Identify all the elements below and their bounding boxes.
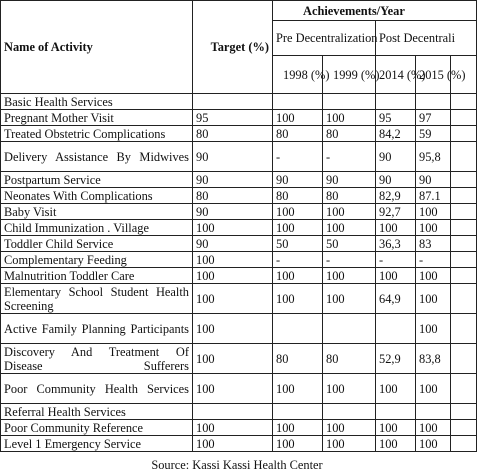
activity-name: Neonates With Complications bbox=[1, 188, 193, 204]
target-value: 90 bbox=[193, 172, 273, 188]
year-value: 100 bbox=[416, 268, 451, 284]
activity-name: Poor Community Health Services bbox=[1, 374, 193, 404]
year-value: 59 bbox=[416, 126, 451, 142]
year-value: - bbox=[323, 142, 376, 172]
year-value: 97 bbox=[416, 110, 451, 126]
year-value: 100 bbox=[323, 110, 376, 126]
empty-cell bbox=[451, 94, 477, 110]
table-row bbox=[1, 204, 477, 220]
year-value: 100 bbox=[323, 284, 376, 314]
year-value bbox=[376, 314, 416, 344]
target-value: 100 bbox=[193, 252, 273, 268]
year-value: 80 bbox=[323, 126, 376, 142]
activity-name: Malnutrition Toddler Care bbox=[1, 268, 193, 284]
year-value: 95,8 bbox=[416, 142, 451, 172]
section-row bbox=[1, 404, 477, 420]
target-value: 100 bbox=[193, 314, 273, 344]
year-value: 100 bbox=[273, 204, 323, 220]
activity-name: Delivery Assistance By Midwives bbox=[1, 142, 193, 172]
table-row bbox=[1, 110, 477, 126]
empty-cell bbox=[193, 94, 273, 110]
empty-cell bbox=[451, 142, 477, 172]
year-value: 100 bbox=[273, 420, 323, 436]
empty-cell bbox=[323, 94, 376, 110]
table-row bbox=[1, 172, 477, 188]
year-value: 50 bbox=[323, 236, 376, 252]
year-value: 80 bbox=[273, 344, 323, 374]
empty-cell bbox=[451, 236, 477, 252]
year-value: 100 bbox=[376, 436, 416, 452]
table-row bbox=[1, 142, 477, 172]
header-target: Target (%) bbox=[193, 1, 273, 94]
header-pre-decentralization: Pre Decentralization bbox=[273, 21, 376, 56]
empty-cell bbox=[451, 252, 477, 268]
target-value: 80 bbox=[193, 126, 273, 142]
table-row bbox=[1, 436, 477, 452]
year-value: 100 bbox=[376, 420, 416, 436]
header-activity: Name of Activity bbox=[1, 1, 193, 94]
year-value: 100 bbox=[273, 374, 323, 404]
year-value: 100 bbox=[376, 268, 416, 284]
activity-name: Elementary School Student Health Screening bbox=[1, 284, 193, 314]
empty-cell bbox=[451, 436, 477, 452]
year-value: 100 bbox=[273, 110, 323, 126]
activity-name: Treated Obstetric Complications bbox=[1, 126, 193, 142]
empty-cell bbox=[451, 404, 477, 420]
section-row bbox=[1, 94, 477, 110]
target-value: 100 bbox=[193, 374, 273, 404]
year-value: 100 bbox=[376, 374, 416, 404]
year-value: - bbox=[273, 142, 323, 172]
empty-cell bbox=[451, 314, 477, 344]
empty-cell bbox=[451, 204, 477, 220]
activity-name: Baby Visit bbox=[1, 204, 193, 220]
header-year-2015: 2015 (%) bbox=[416, 56, 451, 94]
activity-name: Toddler Child Service bbox=[1, 236, 193, 252]
table-row bbox=[1, 268, 477, 284]
year-value: 90 bbox=[323, 172, 376, 188]
table-body bbox=[1, 94, 477, 452]
empty-cell bbox=[323, 404, 376, 420]
empty-cell bbox=[451, 268, 477, 284]
year-value: 100 bbox=[273, 284, 323, 314]
target-value: 100 bbox=[193, 220, 273, 236]
year-value: 36,3 bbox=[376, 236, 416, 252]
empty-cell bbox=[451, 188, 477, 204]
year-value: 100 bbox=[273, 220, 323, 236]
target-value: 80 bbox=[193, 188, 273, 204]
empty-cell bbox=[376, 404, 416, 420]
empty-cell bbox=[451, 126, 477, 142]
target-value: 95 bbox=[193, 110, 273, 126]
empty-cell bbox=[451, 344, 477, 374]
empty-cell bbox=[273, 404, 323, 420]
year-value: 52,9 bbox=[376, 344, 416, 374]
activity-name: Level 1 Emergency Service bbox=[1, 436, 193, 452]
year-value: - bbox=[273, 252, 323, 268]
year-value: 87.1 bbox=[416, 188, 451, 204]
year-value: 50 bbox=[273, 236, 323, 252]
table-row bbox=[1, 252, 477, 268]
year-value: 100 bbox=[273, 268, 323, 284]
empty-cell bbox=[376, 94, 416, 110]
empty-cell bbox=[451, 284, 477, 314]
table-row bbox=[1, 344, 477, 374]
empty-cell bbox=[193, 404, 273, 420]
section-label: Basic Health Services bbox=[1, 94, 193, 110]
year-value: 80 bbox=[323, 188, 376, 204]
year-value: 83,8 bbox=[416, 344, 451, 374]
target-value: 90 bbox=[193, 142, 273, 172]
year-value bbox=[323, 314, 376, 344]
year-value: 90 bbox=[376, 142, 416, 172]
activity-name: Pregnant Mother Visit bbox=[1, 110, 193, 126]
target-value: 100 bbox=[193, 284, 273, 314]
year-value: 100 bbox=[323, 374, 376, 404]
table-row bbox=[1, 220, 477, 236]
target-value: 100 bbox=[193, 268, 273, 284]
table-row bbox=[1, 284, 477, 314]
year-value: - bbox=[376, 252, 416, 268]
year-value: 100 bbox=[416, 420, 451, 436]
empty-cell bbox=[451, 374, 477, 404]
year-value: 82,9 bbox=[376, 188, 416, 204]
target-value: 90 bbox=[193, 204, 273, 220]
target-value: 100 bbox=[193, 436, 273, 452]
header-achievements: Achievements/Year bbox=[273, 1, 477, 21]
year-value: 83 bbox=[416, 236, 451, 252]
section-label: Referral Health Services bbox=[1, 404, 193, 420]
year-value: 90 bbox=[273, 172, 323, 188]
year-value: 100 bbox=[323, 436, 376, 452]
year-value: 100 bbox=[323, 268, 376, 284]
year-value: 100 bbox=[323, 220, 376, 236]
year-value: - bbox=[416, 252, 451, 268]
target-value: 100 bbox=[193, 344, 273, 374]
target-value: 90 bbox=[193, 236, 273, 252]
header-post-decentralization: Post Decentrali bbox=[376, 21, 477, 56]
table-source: Source: Kassi Kassi Health Center bbox=[151, 458, 323, 472]
year-value: 100 bbox=[323, 420, 376, 436]
year-value: 100 bbox=[416, 436, 451, 452]
activity-name: Poor Community Reference bbox=[1, 420, 193, 436]
empty-cell bbox=[416, 404, 451, 420]
empty-cell bbox=[416, 94, 451, 110]
activity-name: Child Immunization . Village bbox=[1, 220, 193, 236]
target-value: 100 bbox=[193, 420, 273, 436]
year-value: 80 bbox=[273, 126, 323, 142]
activity-name: Discovery And Treatment Of Disease Sufferers bbox=[1, 344, 193, 374]
year-value: 100 bbox=[416, 220, 451, 236]
year-value: 100 bbox=[416, 314, 451, 344]
activity-name: Postpartum Service bbox=[1, 172, 193, 188]
year-value bbox=[273, 314, 323, 344]
table-row bbox=[1, 126, 477, 142]
activity-name: Active Family Planning Participants bbox=[1, 314, 193, 344]
year-value: 100 bbox=[416, 374, 451, 404]
year-value: 64,9 bbox=[376, 284, 416, 314]
year-value: - bbox=[323, 252, 376, 268]
table-row bbox=[1, 188, 477, 204]
year-value: 80 bbox=[323, 344, 376, 374]
year-value: 100 bbox=[416, 204, 451, 220]
year-value: 90 bbox=[416, 172, 451, 188]
empty-cell bbox=[451, 420, 477, 436]
header-year-1998: 1998 (%) bbox=[273, 56, 323, 94]
header-year-2014: 2014 (%) bbox=[376, 56, 416, 94]
year-value: 92,7 bbox=[376, 204, 416, 220]
year-value: 100 bbox=[416, 284, 451, 314]
empty-cell bbox=[451, 172, 477, 188]
table-row bbox=[1, 236, 477, 252]
table-row bbox=[1, 374, 477, 404]
table-row bbox=[1, 314, 477, 344]
header-year-1999: 1999 (%) bbox=[323, 56, 376, 94]
table-row bbox=[1, 420, 477, 436]
year-value: 100 bbox=[273, 436, 323, 452]
activity-name: Complementary Feeding bbox=[1, 252, 193, 268]
year-value: 100 bbox=[376, 220, 416, 236]
year-value: 100 bbox=[323, 204, 376, 220]
year-value: 84,2 bbox=[376, 126, 416, 142]
empty-cell bbox=[273, 94, 323, 110]
year-value: 90 bbox=[376, 172, 416, 188]
year-value: 80 bbox=[273, 188, 323, 204]
year-value: 95 bbox=[376, 110, 416, 126]
empty-cell bbox=[451, 110, 477, 126]
empty-cell bbox=[451, 220, 477, 236]
